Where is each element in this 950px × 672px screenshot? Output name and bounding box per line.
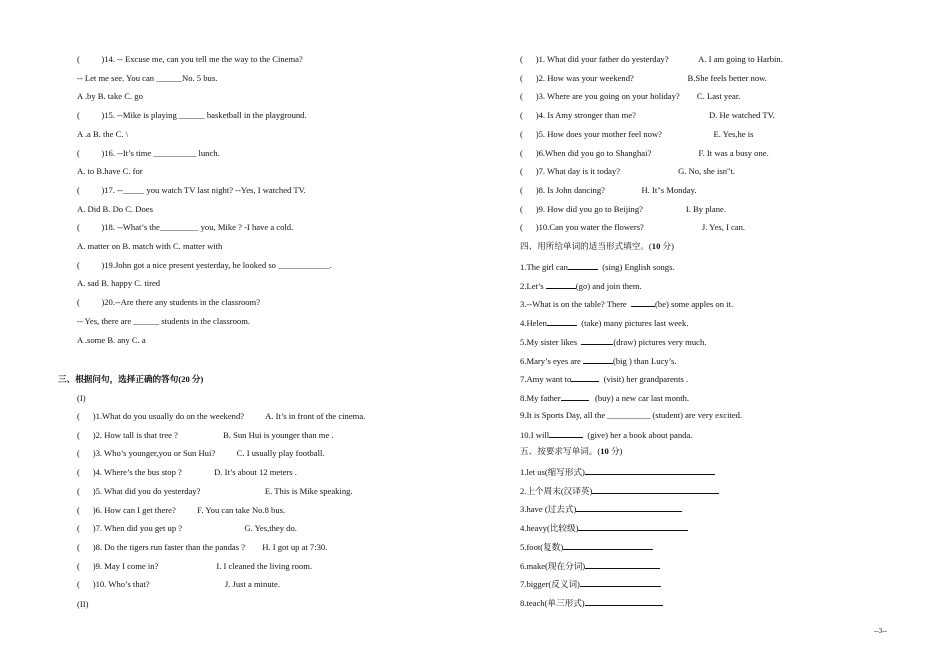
section-3-title-text: 三、根据问句，选择正确的答句( (58, 374, 182, 384)
word-task-prompt: 4.heavy(比较级) (520, 523, 579, 534)
word-task-item (520, 596, 663, 609)
answer-line[interactable] (585, 559, 660, 569)
word-task-prompt: 1.let us(缩写形式) (520, 467, 585, 477)
question-line: A. matter on B. match with C. matter with (77, 241, 223, 251)
matching-line: ( )9. May I come in? I. I cleaned the living room. (77, 560, 313, 571)
question-line: ( )18. --What’s the_________ you, Mike ? -I have a cold. (77, 222, 294, 233)
word-task-item (520, 521, 688, 534)
matching-line: ( )2. How tall is that tree ? B. Sun Hui is younger than me . (77, 429, 334, 440)
question-line: A. to B.have C. for (77, 166, 143, 177)
question-line: ( )14. -- Excuse me, can you tell me the way to the Cinema? (77, 54, 303, 64)
word-task-prompt: 6.make(现在分词) (520, 560, 586, 571)
matching-line: ( )7. When did you get up ? G. Yes,they do. (77, 523, 297, 534)
word-task-item (520, 484, 719, 497)
fill-blank-prompt: 10.I will (520, 430, 550, 441)
matching-line: ( )1.What do you usually do on the weekend? A. It’s in front of the cinema. (77, 411, 366, 421)
section-3-title (58, 374, 203, 385)
fill-blank-prompt: 6.Mary’s eyes are (520, 355, 583, 366)
part-2-label: (II) (77, 599, 89, 609)
fill-blank-item (520, 428, 692, 441)
fill-blank-item (520, 297, 733, 310)
matching-line: ( )9. How did you go to Beijing? I. By plane. (520, 203, 726, 214)
matching-line: ( )3. Where are you going on your holiday? C. Last year. (520, 91, 741, 102)
word-task-item (520, 540, 653, 553)
answer-blank[interactable] (568, 260, 598, 270)
matching-line: ( )6.When did you go to Shanghai? F. It was a busy one. (520, 147, 769, 158)
section-3-score: 20 (181, 374, 190, 384)
fill-blank-hint: (draw) pictures very much. (613, 336, 707, 347)
word-task-prompt: 5.foot(复数) (520, 541, 564, 552)
section-5-title-text: 五、按要求写单词。( (520, 446, 601, 456)
answer-line[interactable] (585, 596, 663, 606)
word-task-prompt: 3.have (过去式) (520, 504, 577, 515)
word-task-prompt: 8.teach(单三形式) (520, 597, 585, 608)
question-line: A .by B. take C. go (77, 91, 143, 102)
matching-line: ( )2. How was your weekend? B.She feels better now. (520, 72, 767, 83)
matching-line: ( )4. Where’s the bus stop ? D. It’s about 12 meters . (77, 467, 297, 478)
answer-line[interactable] (576, 502, 682, 512)
fill-blank-prompt: 9.It is Sports Day, all the __________ (student) are very excited. (520, 409, 743, 420)
fill-blank-prompt: 2.Let’s (520, 280, 546, 291)
matching-line: ( )8. Do the tigers run faster than the pandas ? H. I got up at 7:30. (77, 541, 328, 552)
matching-line: ( )4. Is Amy stronger than me? D. He watched TV. (520, 110, 775, 121)
matching-line: ( )8. Is John dancing? H. It"s Monday. (520, 184, 697, 195)
word-task-prompt: 2.上个周末(汉译英) (520, 485, 593, 496)
answer-line[interactable] (592, 484, 719, 494)
question-line: -- Let me see. You can ______No. 5 bus. (77, 72, 218, 83)
word-task-item (520, 559, 660, 572)
question-line: A. sad B. happy C. tired (77, 278, 161, 289)
answer-blank[interactable] (583, 354, 613, 364)
word-task-prompt: 7.bigger(反义词) (520, 579, 580, 590)
fill-blank-item (520, 372, 688, 385)
section-5-title-end: 分) (608, 446, 623, 456)
fill-blank-hint: (buy) a new car last month. (588, 392, 690, 403)
fill-blank-prompt: 4.Helen (520, 318, 547, 329)
fill-blank-item (520, 279, 642, 292)
question-line: ( )15. --Mike is playing ______ basketball in the playground. (77, 110, 307, 121)
page-number: --3-- (874, 627, 887, 635)
section-4-score: 10 (651, 241, 661, 251)
word-task-item (520, 465, 715, 478)
fill-blank-prompt: 7.Amy want to (520, 374, 572, 385)
answer-line[interactable] (578, 521, 688, 531)
fill-blank-hint: (go) and join them. (575, 280, 642, 291)
fill-blank-prompt: 3.--What is on the table? There (520, 299, 632, 310)
section-4-title-end: 分) (660, 241, 674, 251)
answer-blank[interactable] (571, 372, 599, 382)
answer-line[interactable] (580, 577, 661, 587)
matching-line: ( )10. Who’s that? J. Just a minute. (77, 579, 280, 590)
section-3-title-end: 分) (189, 374, 204, 384)
fill-blank-hint: (visit) her grandparents . (599, 374, 689, 385)
answer-blank[interactable] (549, 428, 583, 438)
fill-blank-hint: (give) her a book about panda. (583, 430, 693, 441)
section-4-title (520, 241, 674, 252)
answer-blank[interactable] (546, 279, 576, 289)
question-line: A .a B. the C. \ (77, 128, 129, 139)
fill-blank-prompt: 5.My sister likes (520, 336, 582, 347)
fill-blank-item (520, 316, 688, 329)
section-5-score: 10 (600, 446, 609, 456)
question-line: A. Did B. Do C. Does (77, 203, 153, 214)
question-line: ( )16. --It’s time __________ lunch. (77, 147, 220, 158)
section-5-title (520, 446, 622, 457)
matching-line: ( )5. How does your mother feel now? E. Yes,he is (520, 128, 754, 139)
fill-blank-hint: (sing) English songs. (597, 262, 675, 272)
question-line: ( )19.John got a nice present yesterday, he looked so ____________. (77, 259, 332, 270)
fill-blank-item (520, 335, 706, 348)
part-1-label: (I) (77, 393, 86, 403)
matching-line: ( )7. What day is it today? G. No, she isn"t. (520, 166, 736, 177)
matching-line: ( )10.Can you water the flowers? J. Yes, I can. (520, 222, 746, 233)
matching-line: ( )3. Who’s younger,you or Sun Hui? C. I usually play football. (77, 448, 325, 459)
answer-blank[interactable] (547, 316, 577, 326)
question-line: -- Yes, there are ______ students in the classroom. (77, 315, 251, 326)
section-4-title-text: 四、用所给单词的适当形式填空。( (520, 241, 652, 251)
matching-line: ( )6. How can I get there? F. You can take No.8 bus. (77, 504, 286, 515)
matching-line: ( )5. What did you do yesterday? E. This is Mike speaking. (77, 485, 353, 496)
answer-line[interactable] (585, 465, 715, 475)
answer-line[interactable] (563, 540, 653, 550)
fill-blank-hint: (be) some apples on it. (655, 299, 734, 310)
word-task-item (520, 502, 682, 515)
question-line: ( )17. --_____ you watch TV last night? --Yes, I watched TV. (77, 184, 306, 195)
fill-blank-item (520, 260, 675, 273)
word-task-item (520, 577, 661, 590)
question-line: ( )20.--Are there any students in the classroom? (77, 297, 261, 308)
question-line: A .some B. any C. a (77, 334, 146, 345)
fill-blank-hint: (big ) than Lucy’s. (613, 355, 677, 366)
fill-blank-item (520, 410, 742, 421)
fill-blank-item (520, 354, 676, 367)
fill-blank-prompt: 1.The girl can (520, 262, 568, 272)
answer-blank[interactable] (581, 335, 613, 345)
fill-blank-hint: (take) many pictures last week. (576, 318, 689, 329)
answer-blank[interactable] (561, 391, 589, 401)
answer-blank[interactable] (631, 297, 655, 307)
fill-blank-item (520, 391, 689, 404)
matching-line: ( )1. What did your father do yesterday? A. I am going to Harbin. (520, 54, 783, 64)
fill-blank-prompt: 8.My father (520, 392, 561, 403)
